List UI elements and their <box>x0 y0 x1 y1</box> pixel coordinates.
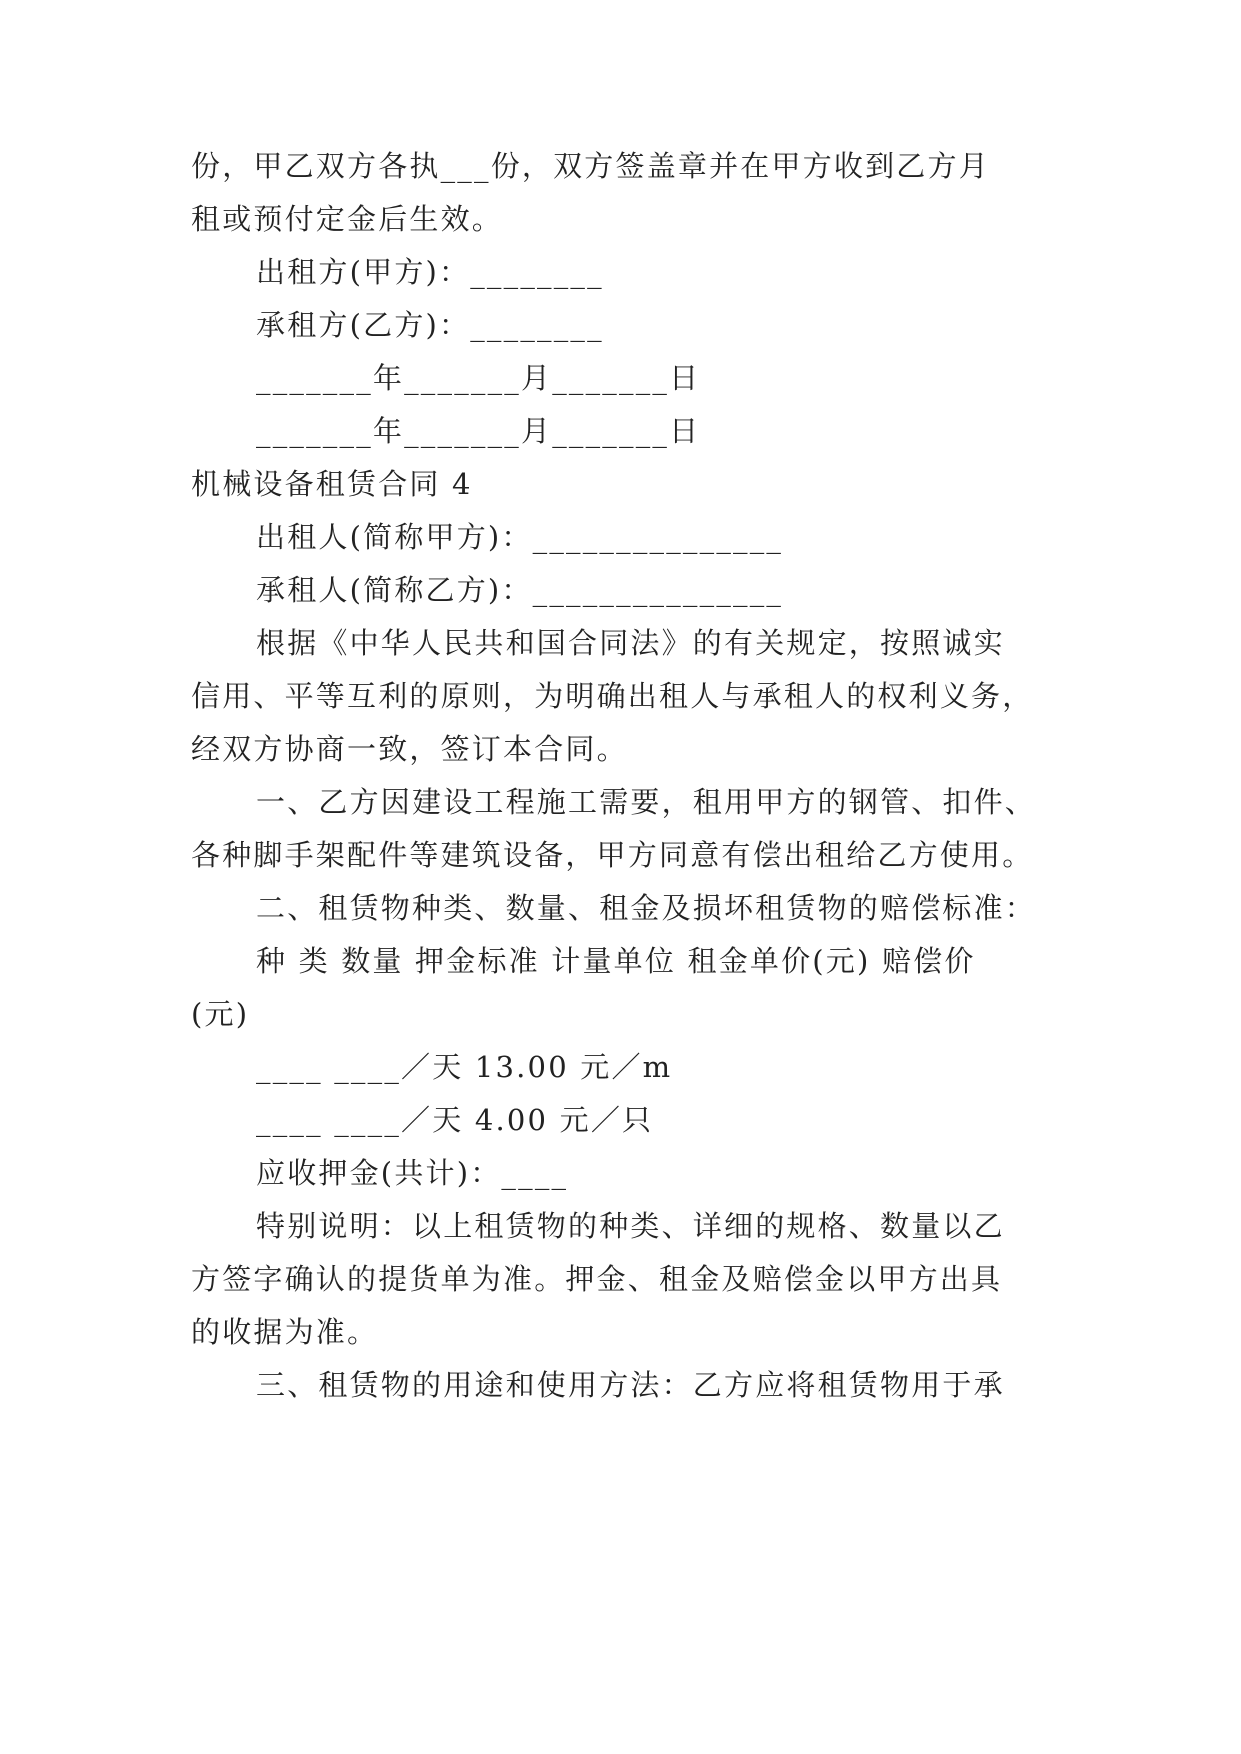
paragraph-line: 租或预付定金后生效。 <box>191 202 504 236</box>
paragraph-line: 信用、平等互利的原则，为明确出租人与承租人的权利义务， <box>191 679 1034 713</box>
date-line: _______年_______月_______日 <box>256 414 701 448</box>
paragraph-line: 根据《中华人民共和国合同法》的有关规定，按照诚实 <box>256 626 1005 660</box>
clause-1-line: 一、乙方因建设工程施工需要，租用甲方的钢管、扣件、 <box>256 785 1037 819</box>
note-line: 方签字确认的提货单为准。押金、租金及赔偿金以甲方出具 <box>191 1262 1003 1296</box>
lessor-signature-line: 出租方(甲方)：________ <box>256 255 604 289</box>
note-line: 的收据为准。 <box>191 1315 379 1349</box>
section-title: 机械设备租赁合同 4 <box>191 467 473 501</box>
table-header-line: (元) <box>191 997 250 1031</box>
lessee-field: 承租人(简称乙方)：_______________ <box>256 573 784 607</box>
lessor-field: 出租人(简称甲方)：_______________ <box>256 520 784 554</box>
clause-2-line: 二、租赁物种类、数量、租金及损坏租赁物的赔偿标准： <box>256 891 1037 925</box>
paragraph-line: 份，甲乙双方各执___份，双方签盖章并在甲方收到乙方月 <box>191 149 990 183</box>
lessee-signature-line: 承租方(乙方)：________ <box>256 308 604 342</box>
deposit-line: 应收押金(共计)：____ <box>256 1156 569 1190</box>
note-line: 特别说明：以上租赁物的种类、详细的规格、数量以乙 <box>256 1209 1005 1243</box>
table-row: ____ ____／天 13.00 元／m <box>256 1050 673 1084</box>
clause-1-line: 各种脚手架配件等建筑设备，甲方同意有偿出租给乙方使用。 <box>191 838 1034 872</box>
clause-3-line: 三、租赁物的用途和使用方法：乙方应将租赁物用于承 <box>256 1368 1005 1402</box>
paragraph-line: 经双方协商一致，签订本合同。 <box>191 732 628 766</box>
date-line: _______年_______月_______日 <box>256 361 701 395</box>
table-header-line: 种 类 数量 押金标准 计量单位 租金单价(元) 赔偿价 <box>256 944 976 978</box>
table-row: ____ ____／天 4.00 元／只 <box>256 1103 654 1137</box>
